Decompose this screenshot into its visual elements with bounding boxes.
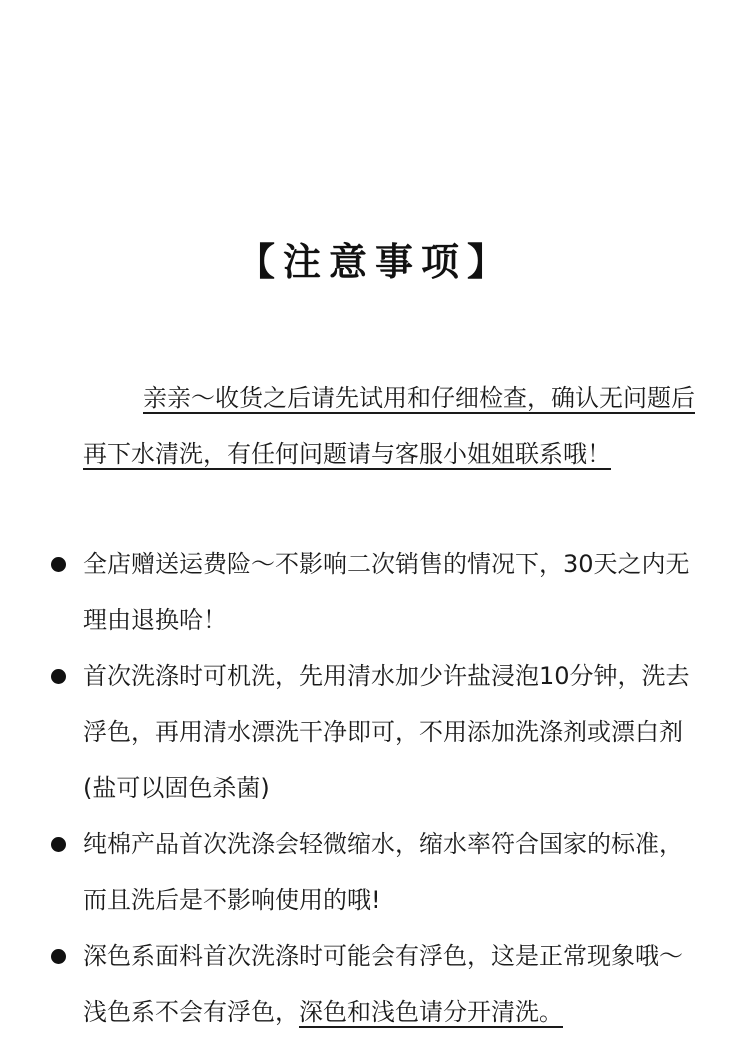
page-title: 【注意事项】	[236, 240, 513, 284]
list-item	[0, 536, 693, 648]
bullet-icon	[51, 669, 66, 684]
bullet-icon	[51, 837, 66, 852]
bullet-icon	[51, 557, 66, 572]
list-item	[0, 816, 693, 928]
bullet-icon	[51, 949, 66, 964]
notice-list	[0, 536, 750, 1040]
item-text: 深色系面料首次洗涤时可能会有浮色，这是正常现象哦～浅色系不会有浮色，	[83, 942, 683, 1026]
list-item	[0, 648, 693, 816]
item-text: 全店赠送运费险～不影响二次销售的情况下，30天之内无理由退换哈！	[83, 550, 690, 634]
intro-paragraph: 亲亲～收货之后请先试用和仔细检查，确认无问题后再下水清洗，有任何问题请与客服小姐姐联系哦！	[83, 384, 695, 468]
item-text: 首次洗涤时可机洗，先用清水加少许盐浸泡10分钟，洗去浮色，再用清水漂洗干净即可，不用添加洗涤剂或漂白剂(盐可以固色杀菌)	[83, 662, 690, 802]
item-underlined-text: 深色和浅色请分开清洗。	[299, 998, 563, 1026]
list-item	[0, 928, 693, 1040]
item-text: 纯棉产品首次洗涤会轻微缩水，缩水率符合国家的标准，而且洗后是不影响使用的哦!	[83, 830, 683, 914]
